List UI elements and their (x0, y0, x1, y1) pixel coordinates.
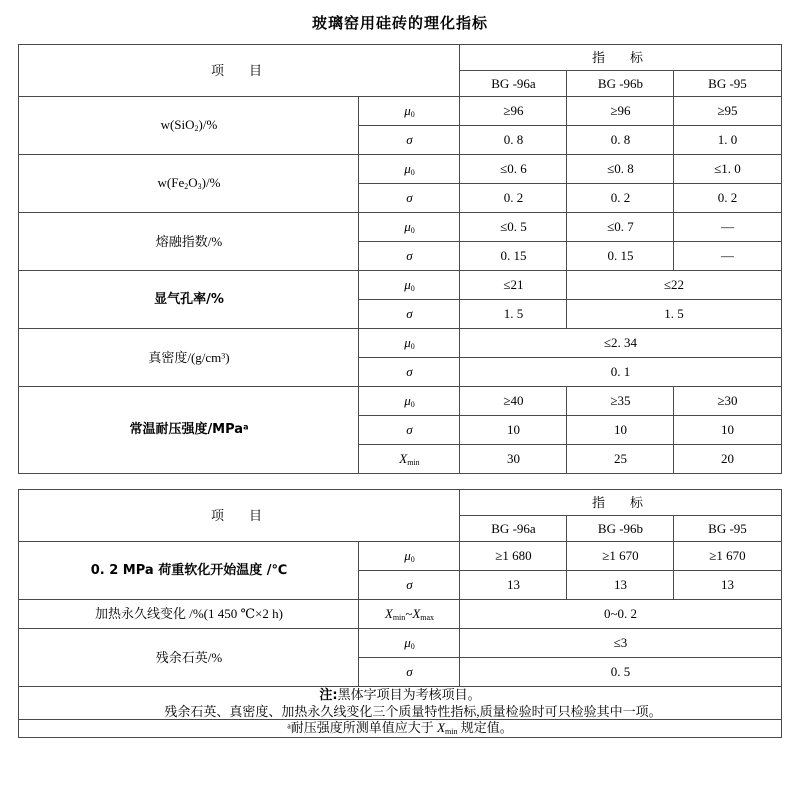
table-row (19, 329, 781, 358)
value-cell: 1. 5 (460, 300, 567, 329)
header-grade-bg96b: BG -96b (567, 71, 674, 97)
value-cell: 0. 5 (460, 658, 781, 687)
note-label: 注: (319, 688, 338, 703)
stat-symbol: $\mu_0$ (359, 97, 460, 126)
stat-symbol: σ (359, 184, 460, 213)
value-cell: ≤0. 7 (567, 213, 674, 242)
value-cell: ≤3 (460, 629, 781, 658)
value-cell: ≥40 (460, 387, 567, 416)
table-row (19, 600, 781, 629)
table-separator (0, 474, 800, 489)
value-cell: 0. 15 (460, 242, 567, 271)
value-cell: ≥96 (567, 97, 674, 126)
value-cell: ≤0. 5 (460, 213, 567, 242)
value-cell: ≥30 (674, 387, 781, 416)
stat-symbol: $X_{min}$ (359, 445, 460, 474)
header-grade-bg96b: BG -96b (567, 516, 674, 542)
stat-symbol: $\mu_0$ (359, 542, 460, 571)
table-row (19, 629, 781, 658)
item-label-permanent-linear-change: 加热永久线变化 /%(1 450 ℃×2 h) (19, 600, 359, 629)
stat-symbol: $\mu_0$ (359, 155, 460, 184)
value-cell: ≥1 670 (674, 542, 781, 571)
note-line-2: 残余石英、真密度、加热永久线变化三个质量特性指标,质量检验时可只检验其中一项。 (164, 703, 662, 719)
value-cell: ≥1 680 (460, 542, 567, 571)
header-item: 项 目 (19, 45, 460, 97)
table-row (19, 387, 781, 416)
footnote-row (19, 720, 781, 738)
stat-symbol: $\mu_0$ (359, 629, 460, 658)
physical-chemical-index-table-2 (18, 489, 781, 738)
value-cell: ≥95 (674, 97, 781, 126)
item-label-true-density: 真密度$/(g/cm^3)$ (19, 329, 359, 387)
value-cell: 0. 1 (460, 358, 781, 387)
header-index: 指 标 (460, 45, 781, 71)
value-cell: 0. 15 (567, 242, 674, 271)
note-text-1: 黑体字项目为考核项目。 (337, 687, 481, 702)
value-cell: 10 (674, 416, 781, 445)
footnote-marker: a (287, 721, 291, 731)
table-header-row-top (19, 45, 781, 71)
stat-symbol: $\mu_0$ (359, 213, 460, 242)
value-cell: ≤1. 0 (674, 155, 781, 184)
stat-symbol: $\mu_0$ (359, 387, 460, 416)
header-grade-bg96a: BG -96a (460, 516, 567, 542)
item-label-cold-crushing-strength: 常温耐压强度/MPa$^a$ (19, 387, 359, 474)
table-footnote: $^a$耐压强度所测单值应大于 $X_{min}$ 规定值。 (19, 720, 781, 738)
value-cell: 10 (460, 416, 567, 445)
header-index: 指 标 (460, 490, 781, 516)
item-label-apparent-porosity: 显气孔率/% (19, 271, 359, 329)
item-label-sio2: w(SiO$_2$)/% (19, 97, 359, 155)
value-cell: ≤2. 34 (460, 329, 781, 358)
value-cell: 20 (674, 445, 781, 474)
item-label-residual-quartz: 残余石英/% (19, 629, 359, 687)
physical-chemical-index-table-1 (18, 44, 781, 474)
value-cell: ≥35 (567, 387, 674, 416)
page-title: 玻璃窑用硅砖的理化指标 (311, 14, 488, 32)
header-grade-bg96a: BG -96a (460, 71, 567, 97)
item-label-fe2o3: $w(Fe_2O_3)/\%$ (19, 155, 359, 213)
table-row (19, 213, 781, 242)
table-header-row-top (19, 490, 781, 516)
value-cell: 13 (674, 571, 781, 600)
value-cell: 0. 8 (567, 126, 674, 155)
value-cell: 1. 5 (567, 300, 781, 329)
header-grade-bg95: BG -95 (674, 71, 781, 97)
header-grade-bg95: BG -95 (674, 516, 781, 542)
value-cell: 13 (567, 571, 674, 600)
stat-symbol: σ (359, 300, 460, 329)
value-cell: 1. 0 (674, 126, 781, 155)
table-row (19, 271, 781, 300)
value-cell: — (674, 213, 781, 242)
table-row (19, 155, 781, 184)
header-item: 项 目 (19, 490, 460, 542)
table-row (19, 542, 781, 571)
value-cell: ≤0. 6 (460, 155, 567, 184)
item-label-softening-temperature: 0. 2 MPa 荷重软化开始温度 /℃ (19, 542, 359, 600)
stat-symbol: σ (359, 658, 460, 687)
value-cell: 0. 8 (460, 126, 567, 155)
table-row (19, 97, 781, 126)
stat-symbol: σ (359, 242, 460, 271)
value-cell: ≤21 (460, 271, 567, 300)
value-cell: ≥96 (460, 97, 567, 126)
stat-symbol: $\mu_0$ (359, 271, 460, 300)
value-cell: 0. 2 (460, 184, 567, 213)
value-cell: 13 (460, 571, 567, 600)
stat-symbol: σ (359, 416, 460, 445)
value-cell: ≤0. 8 (567, 155, 674, 184)
notes-row (19, 687, 781, 720)
value-cell: ≥1 670 (567, 542, 674, 571)
table-notes (19, 687, 781, 720)
stat-symbol: $\mu_0$ (359, 329, 460, 358)
stat-symbol: $X_{min}\sim X_{max}$ (359, 600, 460, 629)
value-cell: 30 (460, 445, 567, 474)
value-cell: — (674, 242, 781, 271)
stat-symbol: σ (359, 126, 460, 155)
value-cell: 0. 2 (674, 184, 781, 213)
note-line-1 (19, 687, 780, 704)
value-cell: 25 (567, 445, 674, 474)
value-cell: 0. 2 (567, 184, 674, 213)
value-cell: ≤22 (567, 271, 781, 300)
value-cell: 0~0. 2 (460, 600, 781, 629)
value-cell: 10 (567, 416, 674, 445)
stat-symbol: σ (359, 358, 460, 387)
item-label-melting-index: 熔融指数/% (19, 213, 359, 271)
stat-symbol: σ (359, 571, 460, 600)
